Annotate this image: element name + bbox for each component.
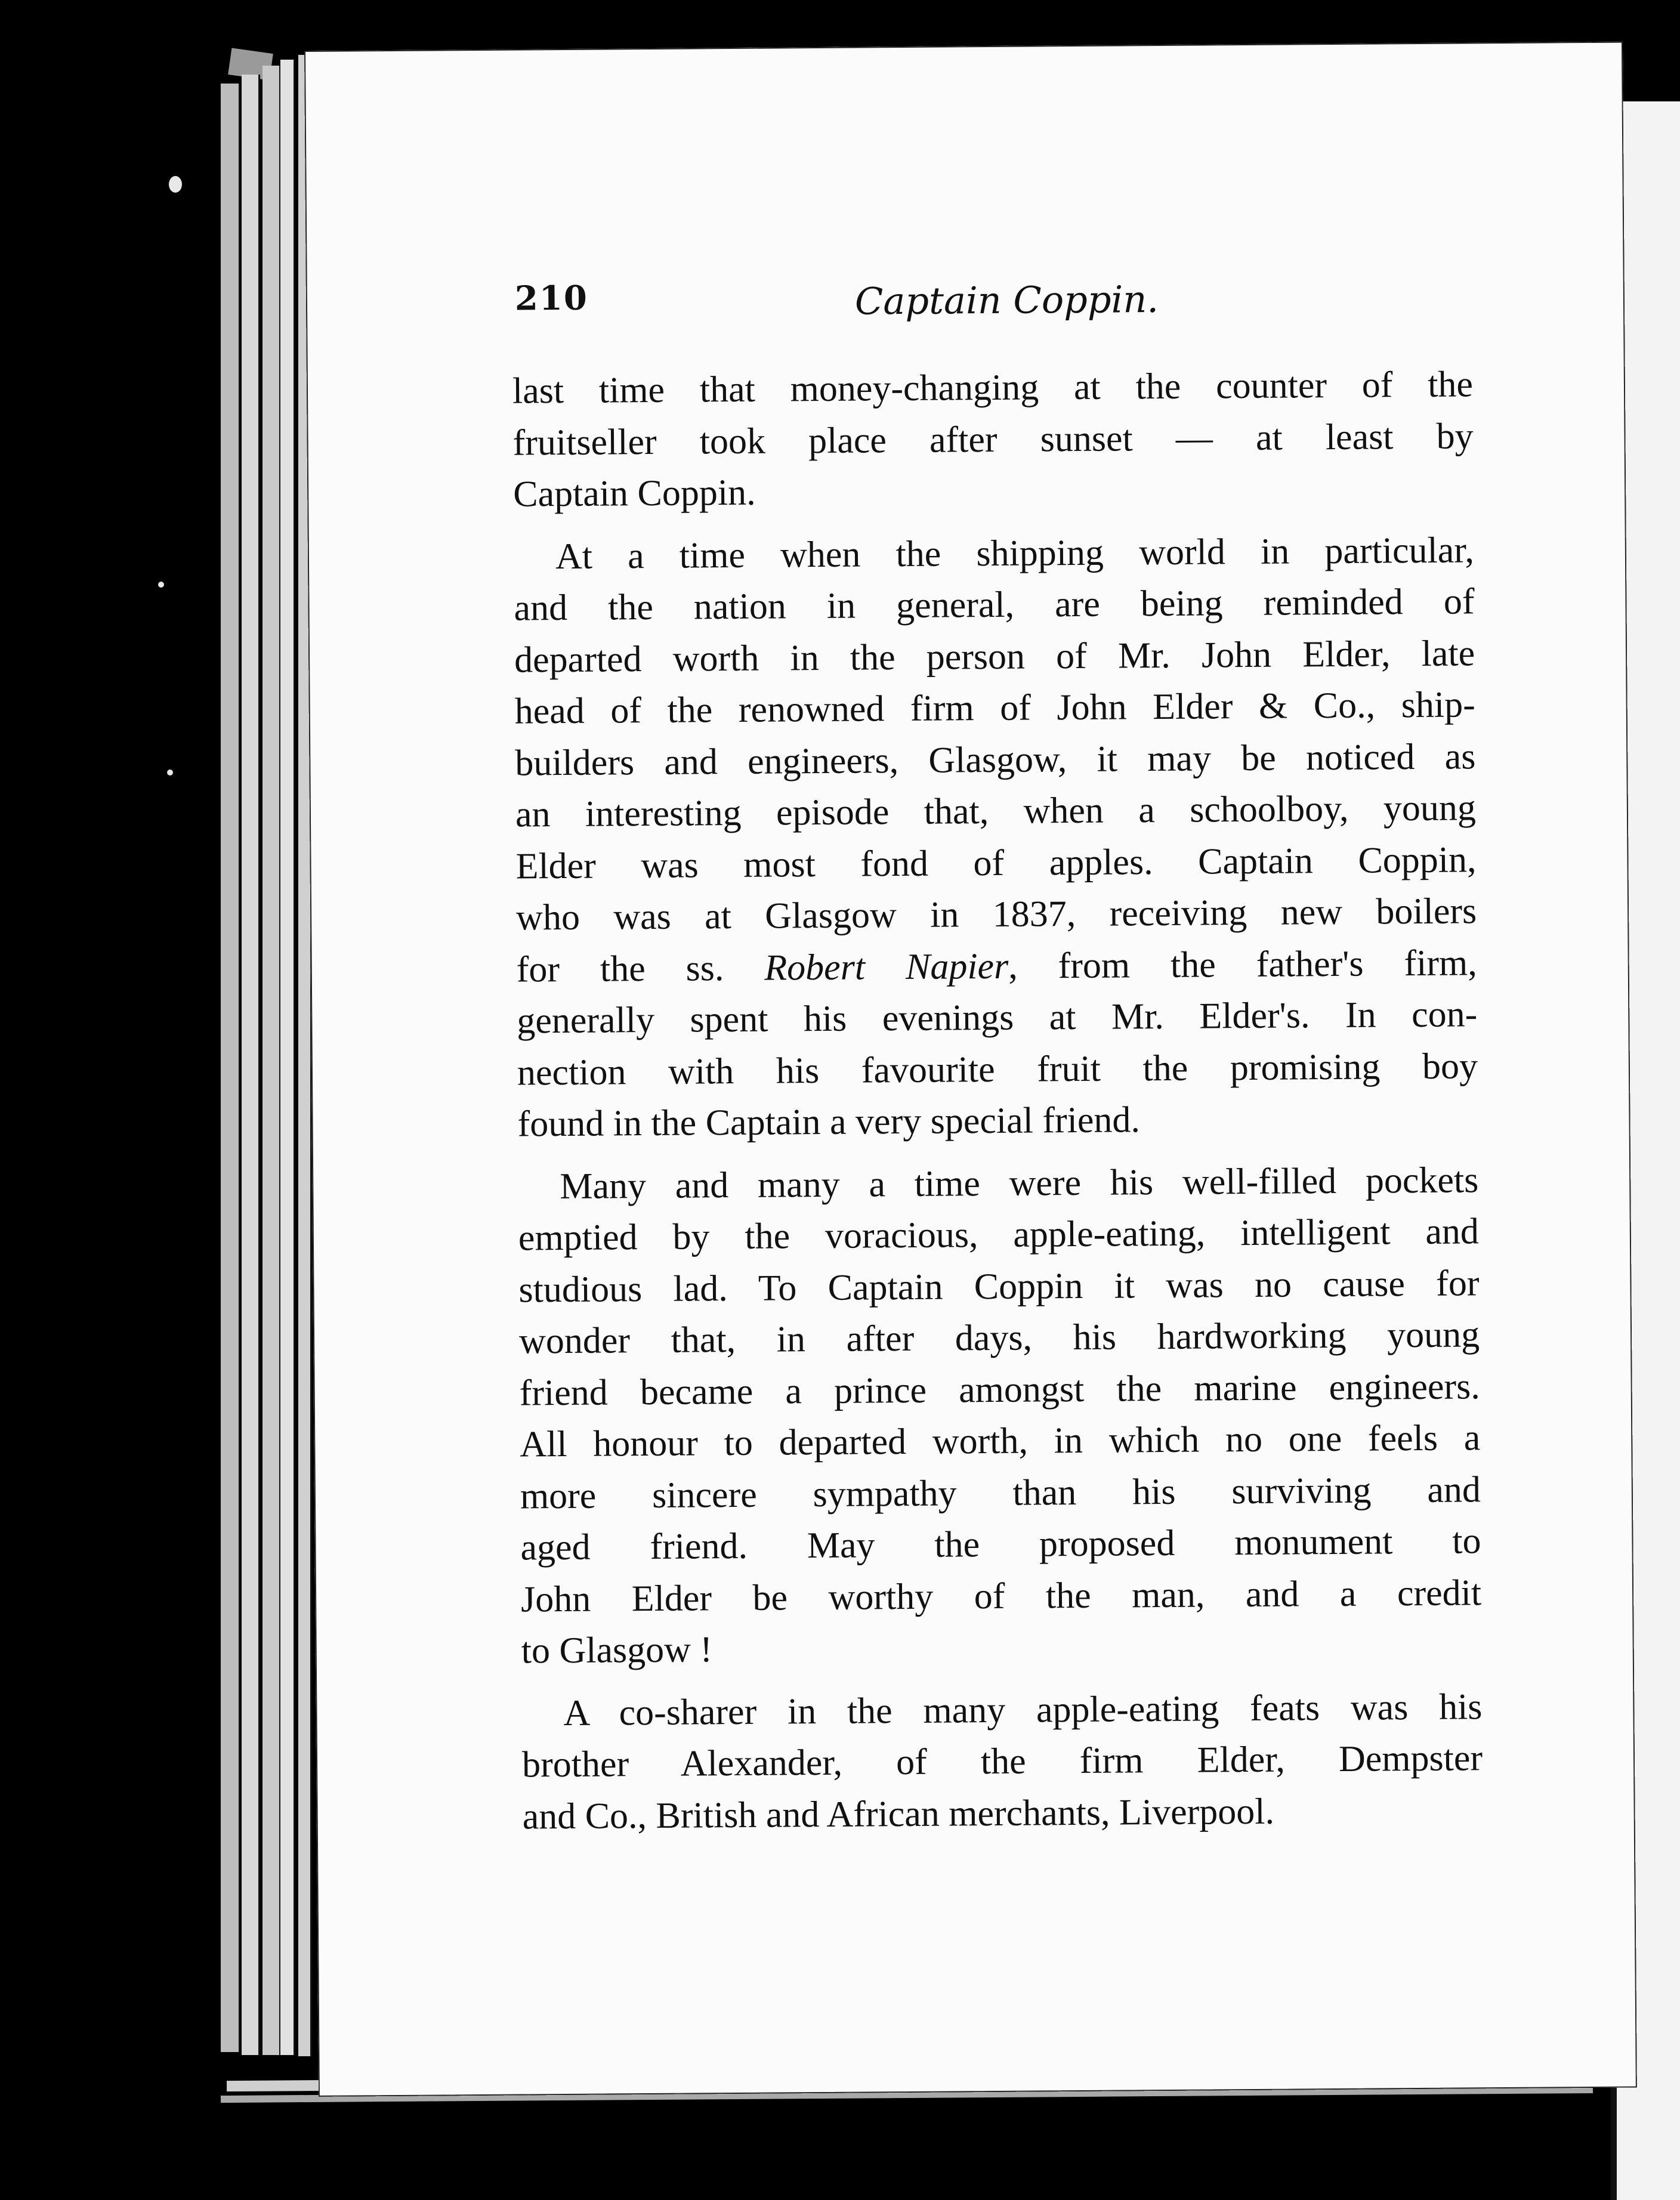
text-line: nection with his favourite fruit the promising boy <box>517 1045 1478 1093</box>
text-line: emptied by the voracious, apple-eating, intelligent and <box>518 1211 1480 1259</box>
text-line: All honour to departed worth, in which no one feels a <box>520 1417 1481 1465</box>
text-line: Captain Coppin. <box>512 472 756 515</box>
text-line: brother Alexander, of the firm Elder, Dempster <box>521 1738 1483 1785</box>
text-line: generally spent his evenings at Mr. Elder's. In con- <box>517 994 1478 1042</box>
text-line: friend became a prince amongst the marine engineers. <box>519 1365 1480 1414</box>
text-line: aged friend. May the proposed monument to <box>520 1521 1481 1568</box>
paragraph <box>521 1681 1483 1843</box>
text-line: and the nation in general, are being reminded of <box>514 581 1475 629</box>
text-line: who was at Glasgow in 1837, receiving new boilers <box>515 891 1477 938</box>
body-text <box>512 359 1483 1842</box>
text-line: an interesting episode that, when a schoolboy, young <box>515 787 1477 835</box>
text-line <box>516 937 1477 996</box>
text-line: builders and engineers, Glasgow, it may be noticed as <box>515 736 1476 784</box>
page-header <box>515 272 1494 344</box>
text-line: to Glasgow ! <box>521 1629 713 1671</box>
page-edge <box>262 66 281 2055</box>
text-line: studious lad. To Captain Coppin it was no cause for <box>518 1262 1480 1311</box>
page-edge <box>280 60 295 2055</box>
text-line: found in the Captain a very special friend. <box>517 1099 1141 1145</box>
text-line: At a time when the shipping world in particular, <box>555 529 1475 577</box>
paragraph <box>514 524 1478 1150</box>
text-line: A co-sharer in the many apple-eating feats was his <box>563 1686 1483 1734</box>
book-page <box>304 42 1637 2097</box>
text-line: and Co., British and African merchants, Liverpool. <box>522 1791 1275 1837</box>
scan-speck <box>158 582 164 588</box>
ship-name: Robert Napier <box>764 945 1009 988</box>
paragraph <box>518 1154 1482 1677</box>
running-title: Captain Coppin. <box>854 277 1159 323</box>
text-line: wonder that, in after days, his hardworking young <box>518 1314 1480 1362</box>
text-line: Elder was most fond of apples. Captain Coppin, <box>515 839 1477 887</box>
page-number: 210 <box>514 278 589 319</box>
text-line: fruitseller took place after sunset — at least by <box>512 415 1474 464</box>
page-edge <box>242 75 260 2055</box>
text-line: Many and many a time were his well-filled pockets <box>560 1159 1479 1207</box>
scan-speck <box>169 176 182 193</box>
scan-speck <box>167 770 173 775</box>
text-run: , from the father's firm, <box>1008 942 1477 987</box>
text-line: John Elder be worthy of the man, and a credit <box>520 1572 1482 1620</box>
text-run: for the ss. <box>516 947 765 990</box>
paragraph <box>512 359 1474 520</box>
text-line: departed worth in the person of Mr. John Elder, late <box>514 632 1475 681</box>
page-edge <box>221 84 240 2052</box>
text-line: more sincere sympathy than his surviving and <box>520 1469 1481 1517</box>
text-line: head of the renowned firm of John Elder & Co., ship- <box>514 684 1475 732</box>
text-line: last time that money-changing at the counter of the <box>512 364 1474 412</box>
